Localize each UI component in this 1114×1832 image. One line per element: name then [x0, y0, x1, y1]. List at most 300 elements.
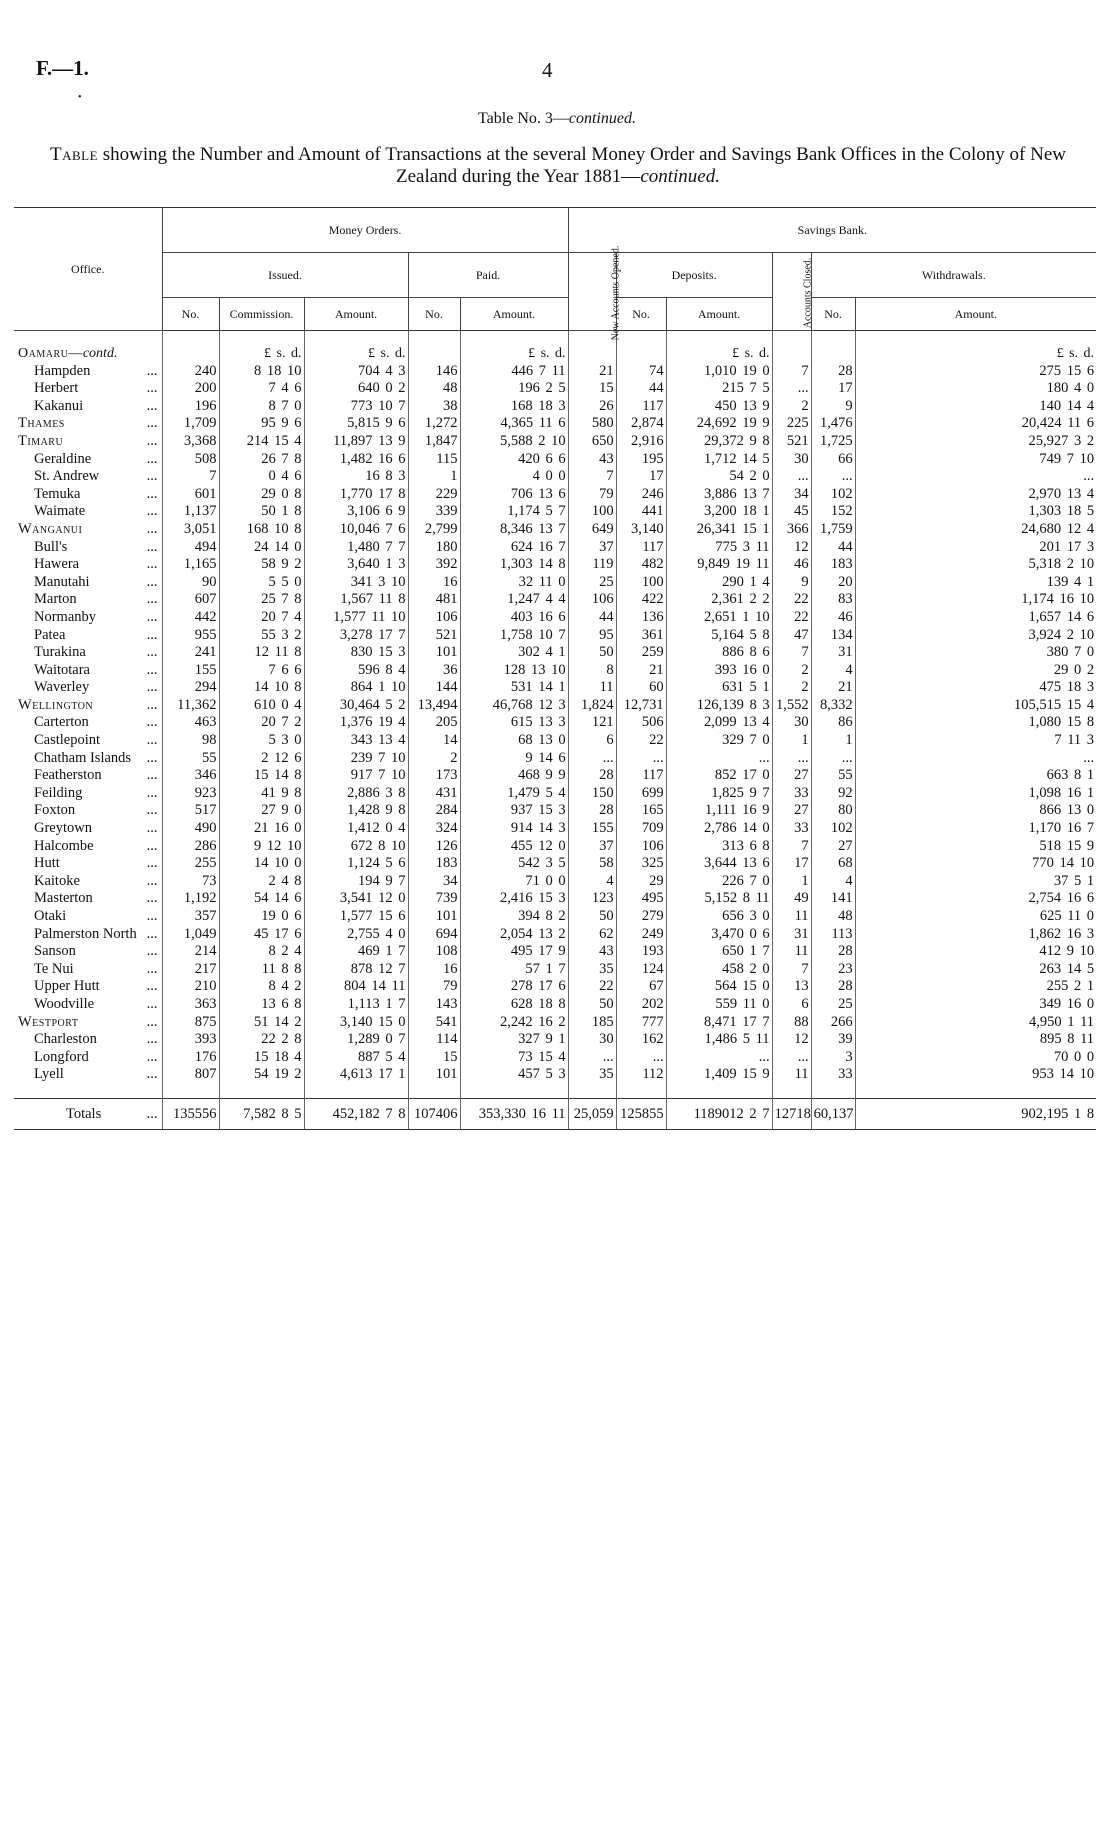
deposits-no-cell: 202 [616, 996, 666, 1014]
deposits-no-cell: 422 [616, 591, 666, 609]
new-accounts-cell: ... [568, 750, 616, 768]
withdrawals-no-cell: ... [811, 750, 855, 768]
total-deposits-no-cell: 125855 [616, 1098, 666, 1129]
new-accounts-cell: 37 [568, 539, 616, 557]
leader-dots: ... [146, 450, 158, 467]
leader-dots: ... [146, 784, 158, 801]
issued-no-cell: 601 [162, 486, 219, 504]
issued-header: Issued. [162, 253, 408, 298]
new-accounts-cell: 121 [568, 714, 616, 732]
paid-no-cell: 2,799 [408, 521, 460, 539]
new-accounts-cell: 95 [568, 627, 616, 645]
paid-no-cell: 481 [408, 591, 460, 609]
table-row [14, 908, 1096, 926]
deposits-no-cell: 29 [616, 873, 666, 891]
paid-amount-cell: 624 16 7 [460, 539, 568, 557]
accounts-closed-cell: ... [772, 1049, 811, 1067]
withdrawals-amount-cell: 70 0 0 [855, 1049, 1096, 1067]
accounts-closed-cell: 366 [772, 521, 811, 539]
leader-dots: ... [146, 679, 158, 696]
office-cell [14, 802, 162, 820]
paid-no-cell: 14 [408, 732, 460, 750]
deposits-no-cell: 441 [616, 503, 666, 521]
office-cell [14, 732, 162, 750]
leader-dots: ... [146, 1066, 158, 1083]
office-cell [14, 890, 162, 908]
issued-no-cell: 155 [162, 662, 219, 680]
withdrawals-no-cell: 86 [811, 714, 855, 732]
withdrawals-no-cell: 4 [811, 662, 855, 680]
table-row [14, 1066, 1096, 1084]
paid-amount-cell: 57 1 7 [460, 961, 568, 979]
office-name: Hampden [34, 362, 91, 379]
office-name: Waimate [34, 503, 86, 520]
new-accounts-cell: 44 [568, 609, 616, 627]
deposits-no-cell: 246 [616, 486, 666, 504]
withdrawals-amount-cell: 1,098 16 1 [855, 785, 1096, 803]
table-row [14, 838, 1096, 856]
issued-no-cell: 357 [162, 908, 219, 926]
paid-no-cell: 101 [408, 644, 460, 662]
total-commission-cell: 7,582 8 5 [219, 1098, 304, 1129]
heading-tail: continued. [640, 166, 720, 187]
deposits-no-cell: 195 [616, 451, 666, 469]
withdrawals-no-cell: 134 [811, 627, 855, 645]
withdrawals-no-cell: 9 [811, 398, 855, 416]
new-accounts-cell: 79 [568, 486, 616, 504]
issued-amount-cell: 773 10 7 [304, 398, 408, 416]
deposits-amount-cell: 3,886 13 7 [666, 486, 772, 504]
new-accounts-cell: 26 [568, 398, 616, 416]
paid-no-cell: 521 [408, 627, 460, 645]
paid-amount-cell: 937 15 3 [460, 802, 568, 820]
paid-amount-cell: 4 0 0 [460, 468, 568, 486]
table-row [14, 732, 1096, 750]
paid-amount-cell: 5,588 2 10 [460, 433, 568, 451]
leader-dots: ... [146, 1105, 158, 1122]
withdrawals-no-cell: 44 [811, 539, 855, 557]
spacer-row [14, 1084, 1096, 1099]
issued-no-cell: 1,192 [162, 890, 219, 908]
accounts-closed-cell: 2 [772, 679, 811, 697]
deposits-no-cell: 21 [616, 662, 666, 680]
office-name: Temuka [34, 485, 81, 502]
paid-no-cell: 1,847 [408, 433, 460, 451]
commission-cell: 12 11 8 [219, 644, 304, 662]
withdrawals-amount-cell: 275 15 6 [855, 363, 1096, 381]
leader-dots: ... [146, 732, 158, 749]
issued-amount-cell: 830 15 3 [304, 644, 408, 662]
table-row [14, 486, 1096, 504]
office-group-name: Oamaru— [18, 346, 83, 361]
accounts-closed-header [772, 253, 811, 331]
table-row [14, 591, 1096, 609]
issued-no-cell: 607 [162, 591, 219, 609]
new-accounts-header [568, 245, 621, 341]
table-row [14, 433, 1096, 451]
new-accounts-cell: 43 [568, 943, 616, 961]
deposits-no-cell: 361 [616, 627, 666, 645]
paid-no-cell: 126 [408, 838, 460, 856]
deposits-no-cell: 112 [616, 1066, 666, 1084]
issued-no-cell: 508 [162, 451, 219, 469]
paid-no-cell: 2 [408, 750, 460, 768]
commission-cell: 50 1 8 [219, 503, 304, 521]
issued-amount-cell: 11,897 13 9 [304, 433, 408, 451]
commission-cell: 21 16 0 [219, 820, 304, 838]
paid-no-cell: 144 [408, 679, 460, 697]
issued-amount-cell: 596 8 4 [304, 662, 408, 680]
new-accounts-label: New Accounts Opened. [609, 245, 621, 341]
new-accounts-cell: 649 [568, 521, 616, 539]
issued-amount-cell: 1,480 7 7 [304, 539, 408, 557]
issued-no-cell: 241 [162, 644, 219, 662]
office-cell [14, 697, 162, 715]
paid-amount-cell: 8,346 13 7 [460, 521, 568, 539]
withdrawals-no-cell: 266 [811, 1014, 855, 1032]
issued-amount-cell: 10,046 7 6 [304, 521, 408, 539]
deposits-amount-cell: 215 7 5 [666, 380, 772, 398]
office-name: Longford [34, 1048, 89, 1065]
issued-amount-cell: 917 7 10 [304, 767, 408, 785]
issued-amount-cell: 3,140 15 0 [304, 1014, 408, 1032]
accounts-closed-cell: 7 [772, 363, 811, 381]
deposits-no-cell: 100 [616, 574, 666, 592]
withdrawals-no-cell: 152 [811, 503, 855, 521]
withdrawals-amount-cell: 5,318 2 10 [855, 556, 1096, 574]
accounts-closed-cell: 30 [772, 714, 811, 732]
paid-amount-cell: 615 13 3 [460, 714, 568, 732]
new-accounts-cell: 43 [568, 451, 616, 469]
units-deposits-amount: £ s. d. [666, 345, 772, 363]
accounts-closed-cell: 45 [772, 503, 811, 521]
leader-dots: ... [146, 925, 158, 942]
new-accounts-cell: 8 [568, 662, 616, 680]
deposits-no-cell: 117 [616, 767, 666, 785]
deposits-amount-cell: 3,644 13 6 [666, 855, 772, 873]
issued-amount-cell: 16 8 3 [304, 468, 408, 486]
deposits-amount-cell: 656 3 0 [666, 908, 772, 926]
withdrawals-amount-cell: 866 13 0 [855, 802, 1096, 820]
accounts-closed-cell: 22 [772, 609, 811, 627]
new-accounts-cell: 21 [568, 363, 616, 381]
office-name: Westport [18, 1013, 79, 1030]
new-accounts-cell: 35 [568, 961, 616, 979]
withdrawals-no-cell: 80 [811, 802, 855, 820]
deposits-no-cell: 162 [616, 1031, 666, 1049]
withdrawals-no-cell: 4 [811, 873, 855, 891]
paid-amount-cell: 168 18 3 [460, 398, 568, 416]
issued-no-cell: 294 [162, 679, 219, 697]
withdrawals-amount-cell: 770 14 10 [855, 855, 1096, 873]
deposits-amount-cell: 313 6 8 [666, 838, 772, 856]
leader-dots: ... [146, 943, 158, 960]
paid-no-cell: 205 [408, 714, 460, 732]
deposits-amount-cell: 126,139 8 3 [666, 697, 772, 715]
savings-bank-header: Savings Bank. [568, 208, 1096, 253]
paid-no-cell: 48 [408, 380, 460, 398]
office-cell [14, 451, 162, 469]
table-body [14, 331, 1096, 1130]
withdrawals-no-cell: 68 [811, 855, 855, 873]
withdrawals-no-cell: 31 [811, 644, 855, 662]
deposits-amount-cell: 852 17 0 [666, 767, 772, 785]
deposits-no-cell: 482 [616, 556, 666, 574]
leader-dots: ... [146, 591, 158, 608]
paid-no-cell: 106 [408, 609, 460, 627]
leader-dots: ... [146, 749, 158, 766]
paid-amount-cell: 1,174 5 7 [460, 503, 568, 521]
table-row [14, 890, 1096, 908]
office-cell [14, 521, 162, 539]
leader-dots: ... [146, 538, 158, 555]
issued-amount-cell: 341 3 10 [304, 574, 408, 592]
deposits-amount-cell: 26,341 15 1 [666, 521, 772, 539]
issued-no-cell: 875 [162, 1014, 219, 1032]
table-row [14, 503, 1096, 521]
issued-no-cell: 490 [162, 820, 219, 838]
withdrawals-no-cell: 102 [811, 820, 855, 838]
withdrawals-no-cell: 20 [811, 574, 855, 592]
withdrawals-no-cell: 92 [811, 785, 855, 803]
withdrawals-amount-cell: 24,680 12 4 [855, 521, 1096, 539]
deposits-amount-cell: ... [666, 1049, 772, 1067]
issued-amount-header: Amount. [304, 298, 408, 331]
office-cell [14, 961, 162, 979]
table-row [14, 662, 1096, 680]
withdrawals-amount-cell: 1,080 15 8 [855, 714, 1096, 732]
office-cell [14, 714, 162, 732]
total-issued-amount-cell: 452,182 7 8 [304, 1098, 408, 1129]
office-cell [14, 363, 162, 381]
withdrawals-no-cell: 48 [811, 908, 855, 926]
commission-cell: 168 10 8 [219, 521, 304, 539]
new-accounts-cell: 35 [568, 1066, 616, 1084]
issued-amount-cell: 5,815 9 6 [304, 415, 408, 433]
deposits-header: Deposits. [616, 253, 772, 298]
office-name: Palmerston North [34, 925, 137, 942]
office-name: Manutahi [34, 573, 90, 590]
office-cell [14, 838, 162, 856]
deposits-amount-cell: 290 1 4 [666, 574, 772, 592]
paid-no-cell: 739 [408, 890, 460, 908]
issued-amount-cell: 1,770 17 8 [304, 486, 408, 504]
deposits-amount-header: Amount. [666, 298, 772, 331]
table-row [14, 627, 1096, 645]
deposits-amount-cell: 8,471 17 7 [666, 1014, 772, 1032]
leader-dots: ... [146, 362, 158, 379]
issued-no-cell: 346 [162, 767, 219, 785]
new-accounts-cell: 100 [568, 503, 616, 521]
issued-no-cell: 923 [162, 785, 219, 803]
commission-cell: 22 2 8 [219, 1031, 304, 1049]
paid-no-cell: 324 [408, 820, 460, 838]
new-accounts-cell: 22 [568, 978, 616, 996]
deposits-no-header: No. [616, 298, 666, 331]
deposits-no-cell: 279 [616, 908, 666, 926]
commission-cell: 15 18 4 [219, 1049, 304, 1067]
leader-dots: ... [146, 960, 158, 977]
office-name: Te Nui [34, 960, 74, 977]
accounts-closed-cell: 1 [772, 873, 811, 891]
office-name: Sanson [34, 943, 76, 960]
paid-amount-cell: 542 3 5 [460, 855, 568, 873]
office-cell [14, 785, 162, 803]
paid-amount-cell: 73 15 4 [460, 1049, 568, 1067]
withdrawals-no-cell: 83 [811, 591, 855, 609]
leader-dots: ... [146, 978, 158, 995]
paid-no-cell: 108 [408, 943, 460, 961]
table-row [14, 750, 1096, 768]
issued-no-cell: 196 [162, 398, 219, 416]
deposits-amount-cell: 3,200 18 1 [666, 503, 772, 521]
heading-text: showing the Number and Amount of Transactions at the several Money Order and Savings Bank Offices in the Colony of New Zealand during the Year 1881— [98, 144, 1066, 187]
deposits-amount-cell: 631 5 1 [666, 679, 772, 697]
deposits-no-cell: 17 [616, 468, 666, 486]
withdrawals-amount-cell: 1,170 16 7 [855, 820, 1096, 838]
paid-amount-cell: 457 5 3 [460, 1066, 568, 1084]
deposits-no-cell: 325 [616, 855, 666, 873]
paid-no-cell: 694 [408, 926, 460, 944]
deposits-amount-cell: 450 13 9 [666, 398, 772, 416]
leader-dots: ... [146, 908, 158, 924]
deposits-no-cell: 117 [616, 398, 666, 416]
new-accounts-cell: 50 [568, 644, 616, 662]
paid-amount-cell: 394 8 2 [460, 908, 568, 926]
withdrawals-no-cell: 28 [811, 943, 855, 961]
table-row [14, 539, 1096, 557]
issued-amount-cell: 469 1 7 [304, 943, 408, 961]
table-row [14, 943, 1096, 961]
transactions-table [14, 207, 1096, 1130]
deposits-amount-cell: 2,651 1 10 [666, 609, 772, 627]
office-name: Masterton [34, 890, 93, 907]
new-accounts-cell: 7 [568, 468, 616, 486]
commission-cell: 0 4 6 [219, 468, 304, 486]
commission-cell: 19 0 6 [219, 908, 304, 926]
office-cell [14, 539, 162, 557]
deposits-amount-cell: 329 7 0 [666, 732, 772, 750]
issued-amount-cell: 1,124 5 6 [304, 855, 408, 873]
new-accounts-cell: 15 [568, 380, 616, 398]
new-accounts-cell: 119 [568, 556, 616, 574]
deposits-amount-cell: 886 8 6 [666, 644, 772, 662]
paid-amount-cell: 128 13 10 [460, 662, 568, 680]
withdrawals-amount-cell: 953 14 10 [855, 1066, 1096, 1084]
leader-dots: ... [146, 802, 158, 819]
paid-amount-cell: 1,479 5 4 [460, 785, 568, 803]
table-row [14, 609, 1096, 627]
withdrawals-amount-cell: 180 4 0 [855, 380, 1096, 398]
issued-no-cell: 393 [162, 1031, 219, 1049]
withdrawals-amount-cell: 663 8 1 [855, 767, 1096, 785]
paid-amount-cell: 278 17 6 [460, 978, 568, 996]
paid-amount-cell: 2,242 16 2 [460, 1014, 568, 1032]
deposits-amount-cell: 9,849 19 11 [666, 556, 772, 574]
withdrawals-no-cell: 28 [811, 978, 855, 996]
commission-cell: 8 2 4 [219, 943, 304, 961]
leader-dots: ... [146, 503, 158, 520]
commission-cell: 7 6 6 [219, 662, 304, 680]
paid-amount-cell: 2,054 13 2 [460, 926, 568, 944]
paid-amount-cell: 32 11 0 [460, 574, 568, 592]
issued-amount-cell: 30,464 5 2 [304, 697, 408, 715]
deposits-no-cell: 106 [616, 838, 666, 856]
new-accounts-cell: 650 [568, 433, 616, 451]
commission-cell: 5 3 0 [219, 732, 304, 750]
office-cell [14, 609, 162, 627]
issued-no-cell: 176 [162, 1049, 219, 1067]
issued-no-cell: 7 [162, 468, 219, 486]
office-cell [14, 380, 162, 398]
office-cell [14, 574, 162, 592]
accounts-closed-cell: 30 [772, 451, 811, 469]
new-accounts-cell: 106 [568, 591, 616, 609]
commission-cell: 9 12 10 [219, 838, 304, 856]
office-name: Waitotara [34, 661, 90, 678]
office-name: Bull's [34, 538, 68, 555]
issued-amount-cell: 239 7 10 [304, 750, 408, 768]
paid-no-cell: 392 [408, 556, 460, 574]
withdrawals-no-header: No. [811, 298, 855, 331]
accounts-closed-cell: 33 [772, 820, 811, 838]
total-paid-amount-cell: 353,330 16 11 [460, 1098, 568, 1129]
table-row [14, 926, 1096, 944]
commission-cell: 55 3 2 [219, 627, 304, 645]
withdrawals-no-cell: 141 [811, 890, 855, 908]
table-row [14, 873, 1096, 891]
accounts-closed-cell: 7 [772, 838, 811, 856]
paid-amount-cell: 71 0 0 [460, 873, 568, 891]
accounts-closed-cell: 7 [772, 961, 811, 979]
office-name: Chatham Islands [34, 749, 132, 766]
table-caption-prefix: Table No. 3— [478, 110, 569, 127]
issued-amount-cell: 194 9 7 [304, 873, 408, 891]
table-row [14, 785, 1096, 803]
deposits-no-cell: ... [616, 1049, 666, 1067]
paid-no-cell: 16 [408, 961, 460, 979]
office-group-label [14, 345, 162, 363]
issued-no-cell: 200 [162, 380, 219, 398]
withdrawals-header: Withdrawals. [811, 253, 1096, 298]
deposits-amount-cell: 775 3 11 [666, 539, 772, 557]
new-accounts-cell: 28 [568, 767, 616, 785]
deposits-no-cell: 249 [616, 926, 666, 944]
office-name: St. Andrew [34, 468, 100, 485]
issued-no-header: No. [162, 298, 219, 331]
commission-cell: 5 5 0 [219, 574, 304, 592]
paid-header: Paid. [408, 253, 568, 298]
withdrawals-amount-cell: 380 7 0 [855, 644, 1096, 662]
commission-cell: 20 7 4 [219, 609, 304, 627]
office-name: Kakanui [34, 397, 84, 414]
office-name: Geraldine [34, 450, 92, 467]
leader-dots: ... [146, 855, 158, 872]
paid-no-cell: 284 [408, 802, 460, 820]
page-number: 4 [542, 58, 553, 82]
office-cell [14, 415, 162, 433]
leader-dots: ... [146, 626, 158, 643]
accounts-closed-cell: 34 [772, 486, 811, 504]
paid-amount-cell: 495 17 9 [460, 943, 568, 961]
accounts-closed-cell: 11 [772, 943, 811, 961]
paid-amount-cell: 302 4 1 [460, 644, 568, 662]
paid-no-cell: 229 [408, 486, 460, 504]
accounts-closed-cell: 12 [772, 1031, 811, 1049]
office-name: Kaitoke [34, 872, 80, 889]
new-accounts-cell: 58 [568, 855, 616, 873]
commission-header: Commission. [219, 298, 304, 331]
